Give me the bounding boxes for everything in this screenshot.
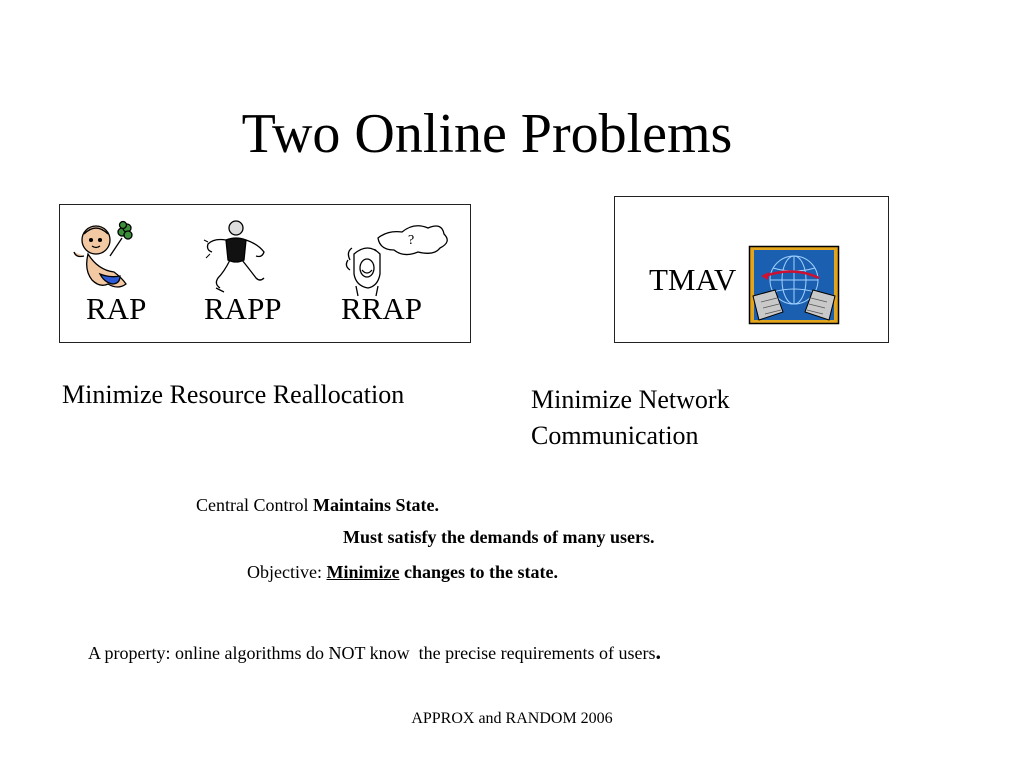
baby-clipart-icon [70, 218, 140, 296]
central-control-prefix: Central Control [196, 495, 313, 515]
property-statement [88, 640, 661, 665]
property-text: A property: online algorithms do NOT know the precise requirements of users [88, 643, 656, 663]
footer: APPROX and RANDOM 2006 [411, 710, 613, 727]
objective-line [247, 560, 558, 584]
maintains-state-text: Maintains State. [312, 495, 439, 515]
left-caption: Minimize Resource Reallocation [62, 380, 405, 409]
demands-line: Must satisfy the demands of many users. [343, 527, 655, 547]
runner-clipart-icon [200, 218, 270, 298]
rrap-label: RRAP [341, 291, 422, 326]
changes-text: changes to the state. [399, 562, 558, 582]
tmav-label: TMAV [649, 262, 737, 297]
rap-label: RAP [86, 291, 147, 326]
objective-prefix: Objective: [247, 562, 327, 582]
thought-bubble-text: ? [408, 233, 415, 248]
right-caption-line-2: Communication [531, 421, 699, 450]
central-control-line [196, 493, 439, 517]
minimize-text: Minimize [326, 562, 400, 582]
thinking-head-clipart-icon [340, 212, 450, 302]
network-computers-icon [749, 246, 839, 324]
page-title: Two Online Problems [241, 103, 733, 165]
right-caption-line-1: Minimize Network [531, 385, 730, 414]
property-period: . [655, 639, 662, 664]
rapp-label: RAPP [204, 291, 282, 326]
